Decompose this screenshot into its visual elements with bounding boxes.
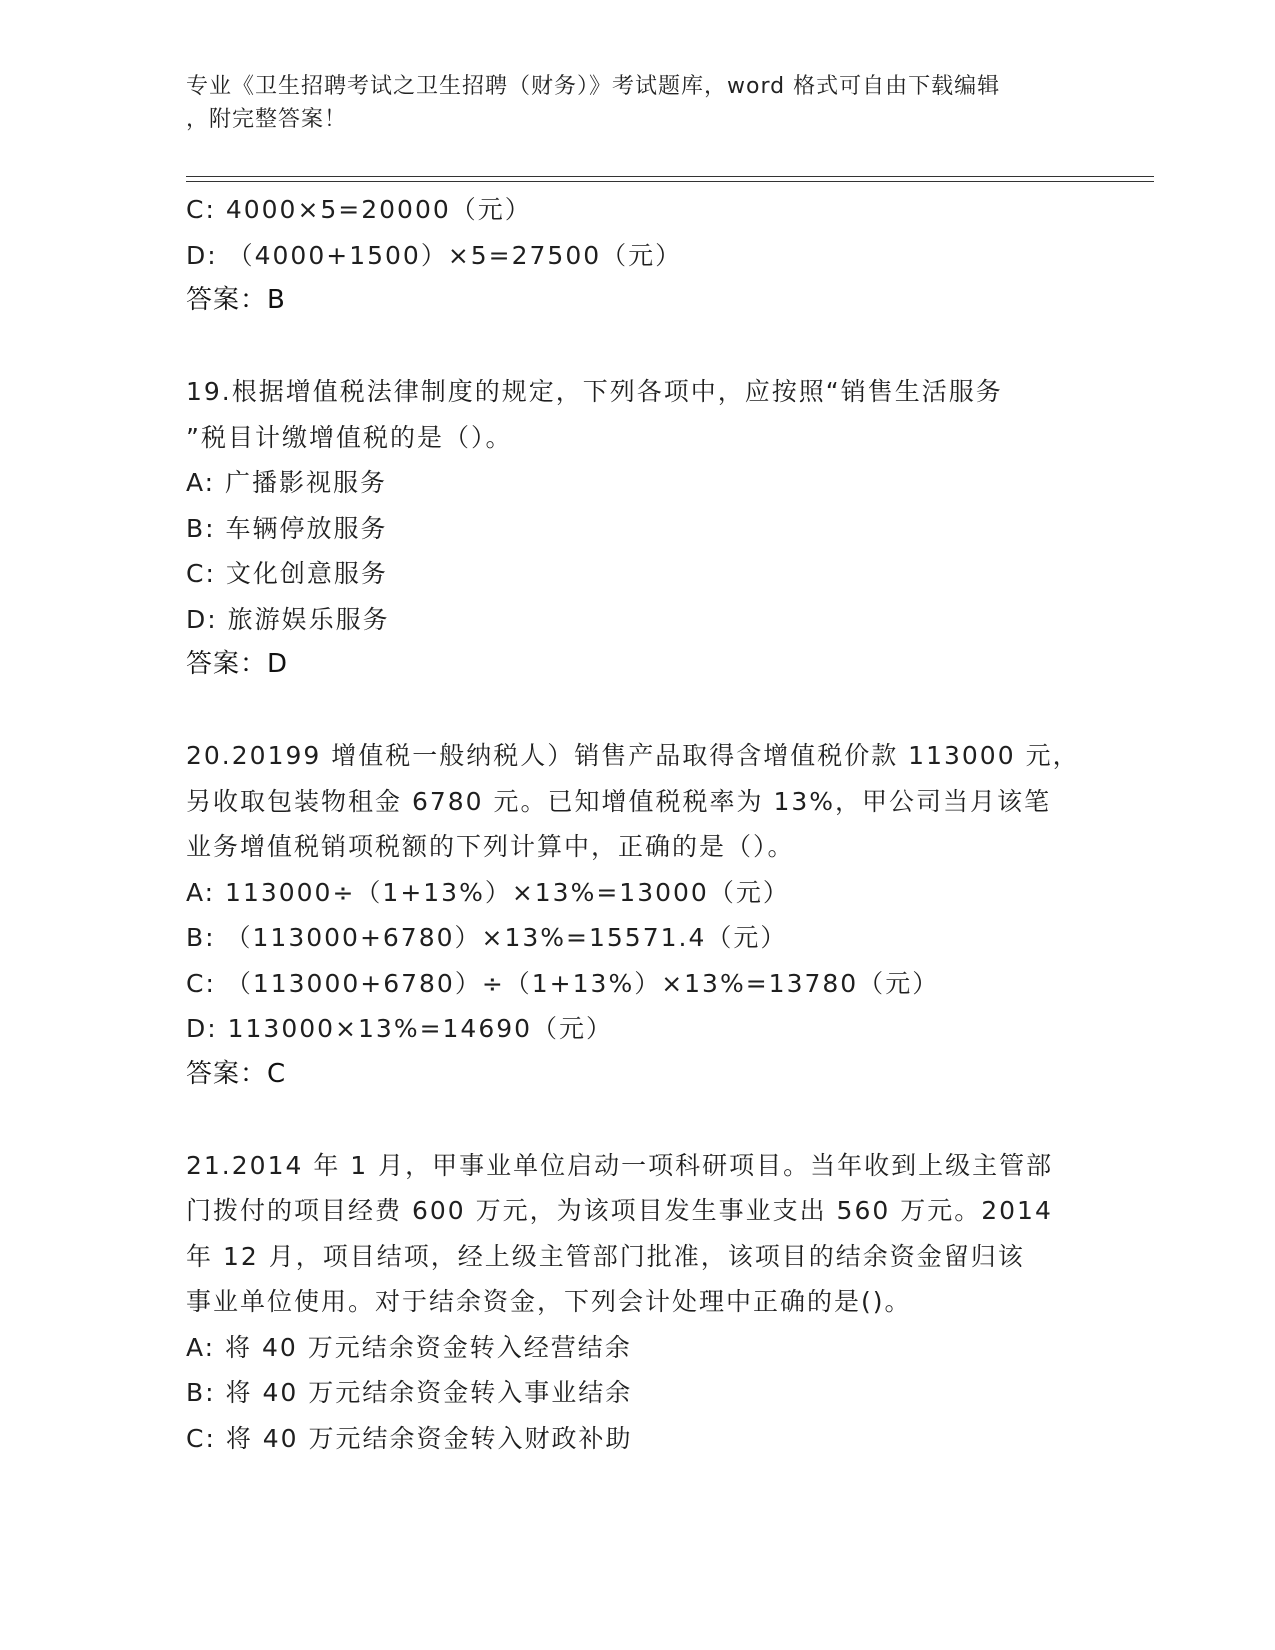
answer-line: 答案：D [186,649,289,679]
question-stem: 事业单位使用。对于结余资金，下列会计处理中正确的是()。 [186,1287,912,1316]
option-d: D: 旅游娱乐服务 [186,604,390,634]
spacer [186,688,1086,734]
option-b: B: （113000+6780）×13%=15571.4（元） [186,923,788,952]
question-stem: 19.根据增值税法律制度的规定，下列各项中，应按照“销售生活服务 [186,377,1003,406]
question-stem: 门拨付的项目经费 600 万元，为该项目发生事业支出 560 万元。2014 [186,1196,1053,1225]
answer-line: 答案：B [186,285,286,315]
question-20 [186,733,1086,1097]
question-stem: 业务增值税销项税额的下列计算中，正确的是（）。 [186,832,795,861]
answer-line: 答案：C [186,1058,287,1089]
option-c: C: 文化创意服务 [186,559,388,588]
question-stem: 20.20199 增值税一般纳税人）销售产品取得含增值税价款 113000 元， [186,741,1080,770]
question-stem: 年 12 月，项目结项，经上级主管部门批准，该项目的结余资金留归该 [186,1241,1025,1271]
question-stem: ”税目计缴增值税的是（）。 [186,422,513,452]
question-stem: 21.2014 年 1 月，甲事业单位启动一项科研项目。当年收到上级主管部 [186,1150,1054,1180]
question-stem: 另收取包装物租金 6780 元。已知增值税税率为 13%，甲公司当月该笔 [186,786,1052,816]
page-header [186,70,1086,136]
option-a: A: 广播影视服务 [186,468,388,497]
spacer [186,1097,1086,1143]
option-a: A: 113000÷（1+13%）×13%=13000（元） [186,877,790,907]
header-divider-bottom [186,181,1154,182]
option-c: C: 将 40 万元结余资金转入财政补助 [186,1423,633,1453]
option-d: D: 113000×13%=14690（元） [186,1014,614,1043]
option-a: A: 将 40 万元结余资金转入经营结余 [186,1332,632,1362]
header-line-2: ，附完整答案！ [186,107,348,132]
question-19 [186,369,1086,688]
header-line-1: 专业《卫生招聘考试之卫生招聘（财务）》考试题库，word 格式可自由下载编辑 [186,74,1001,99]
option-b: B: 将 40 万元结余资金转入事业结余 [186,1378,633,1407]
question-21 [186,1143,1086,1462]
header-divider-top [186,176,1154,177]
option-d: D: （4000+1500）×5=27500（元） [186,240,683,270]
question-content [186,187,1086,1461]
spacer [186,324,1086,370]
question-18 [186,187,1086,324]
option-c: C: 4000×5=20000（元） [186,195,532,224]
option-c: C: （113000+6780）÷（1+13%）×13%=13780（元） [186,968,940,998]
option-b: B: 车辆停放服务 [186,513,388,543]
